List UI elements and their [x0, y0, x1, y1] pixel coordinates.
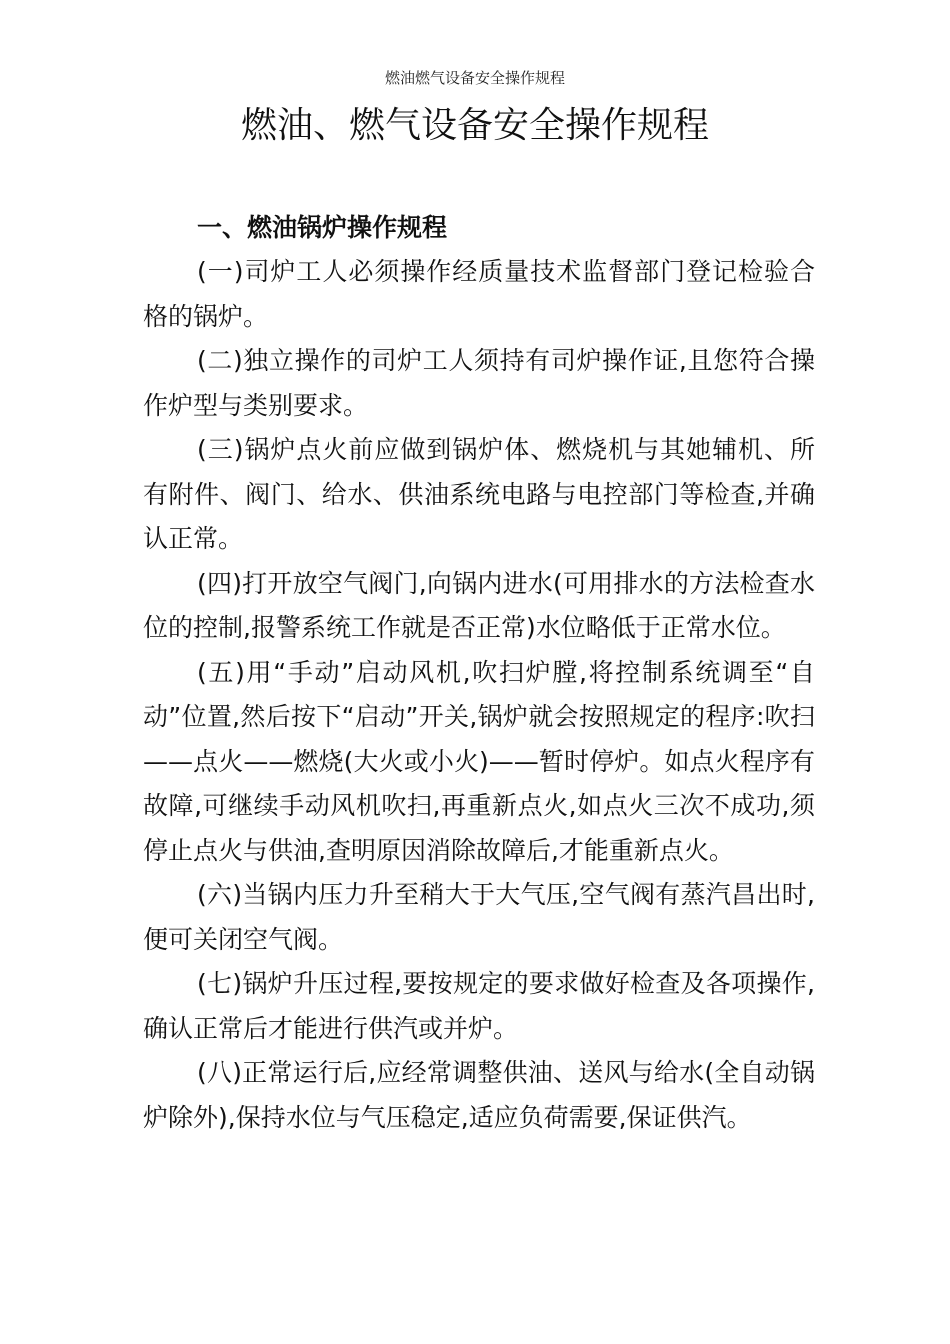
paragraph-7: (七)锅炉升压过程,要按规定的要求做好检查及各项操作,确认正常后才能进行供汽或并炉。	[143, 969, 815, 1043]
paragraph-4: (四)打开放空气阀门,向锅内进水(可用排水的方法检查水位的控制,报警系统工作就是否正常)水位略低于正常水位。	[143, 568, 815, 642]
paragraph-2: (二)独立操作的司炉工人须持有司炉操作证,且您符合操作炉型与类别要求。	[143, 346, 815, 420]
section-heading: 一、燃油锅炉操作规程	[197, 213, 448, 242]
running-header: 燃油燃气设备安全操作规程	[384, 69, 565, 87]
paragraph-5: (五)用“手动”启动风机,吹扫炉膛,将控制系统调至“自动”位置,然后按下“启动”开关,锅炉就会按照规定的程序:吹扫——点火——燃烧(大火或小火)——暂时停炉。如点火程序有故障,可继续手动风机吹扫,再重新点火,如点火三次不成功,须停止点火与供油,查明原因消除故障后,才能重新点火。	[143, 657, 815, 865]
document-body	[143, 206, 815, 1140]
paragraph-6: (六)当锅内压力升至稍大于大气压,空气阀有蒸汽昌出时,便可关闭空气阀。	[143, 880, 815, 954]
document-title: 燃油、燃气设备安全操作规程	[240, 105, 709, 146]
paragraph-3: (三)锅炉点火前应做到锅炉体、燃烧机与其她辅机、所有附件、阀门、给水、供油系统电路与电控部门等检查,并确认正常。	[143, 435, 815, 553]
paragraph-8: (八)正常运行后,应经常调整供油、送风与给水(全自动锅炉除外),保持水位与气压稳定,适应负荷需要,保证供汽。	[143, 1058, 815, 1132]
paragraph-1: (一)司炉工人必须操作经质量技术监督部门登记检验合格的锅炉。	[143, 257, 815, 331]
